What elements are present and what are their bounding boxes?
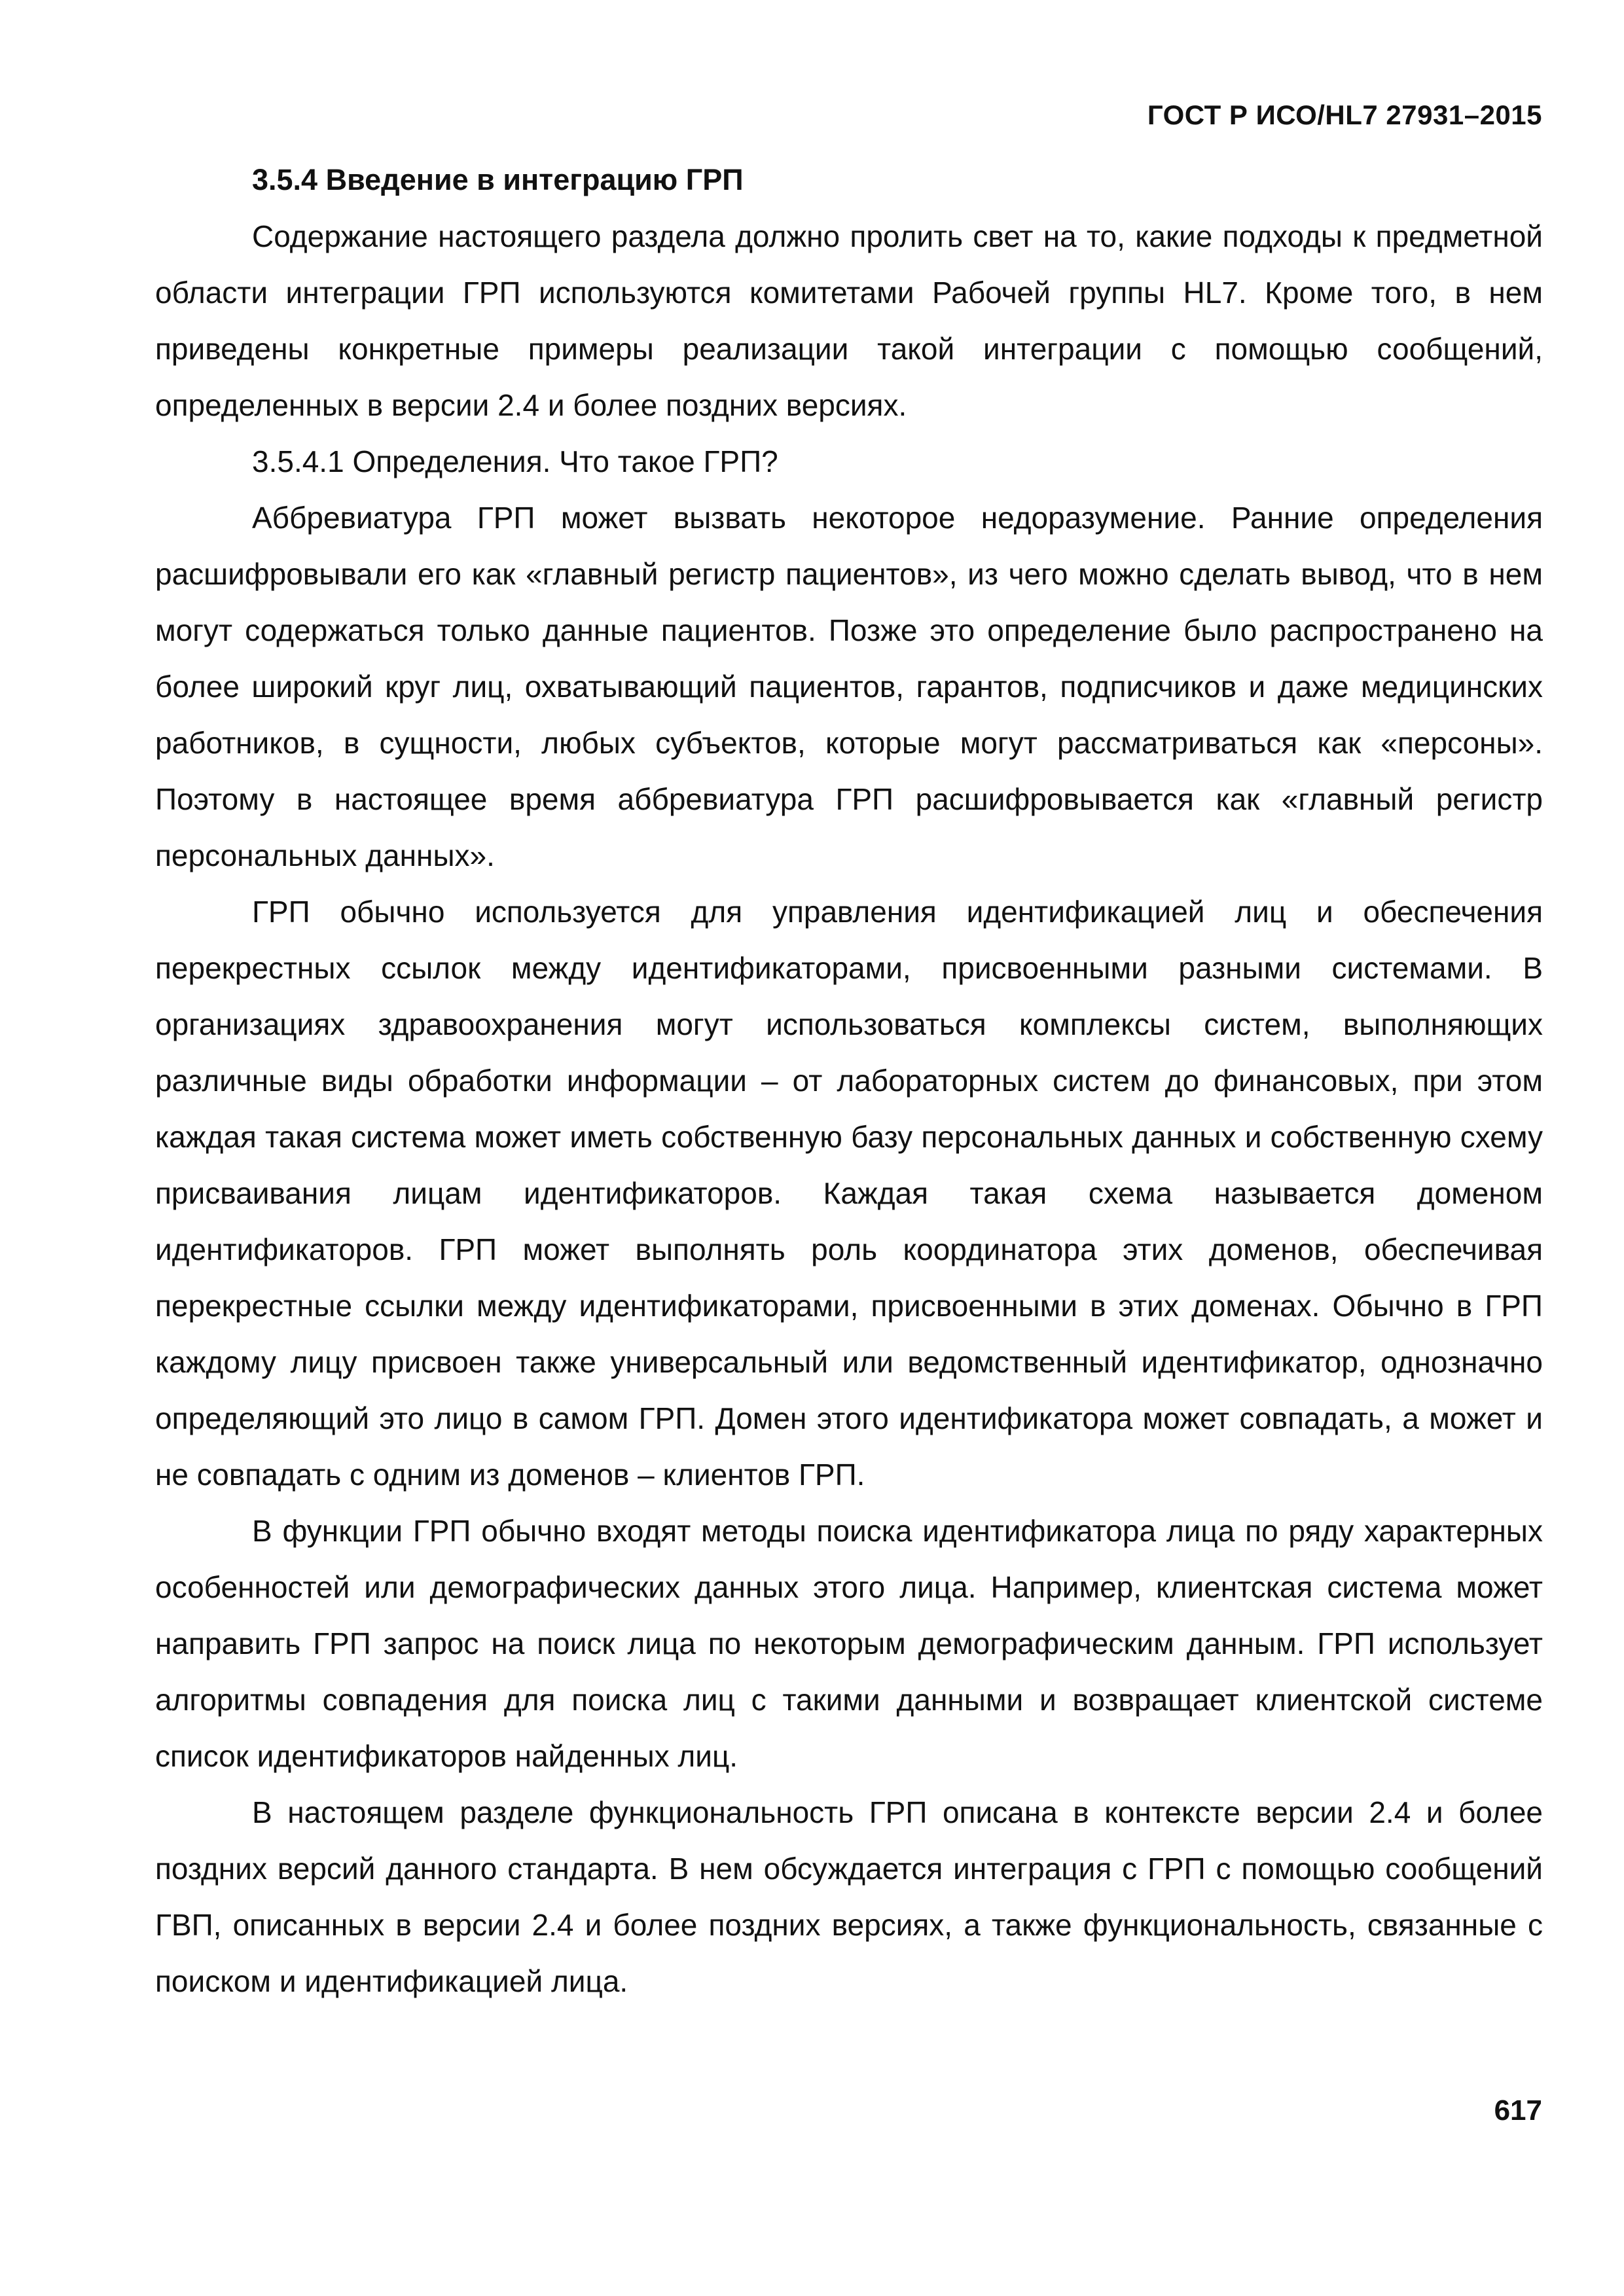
body-paragraph-2: ГРП обычно используется для управления идентификацией лиц и обеспечения перекрестных ссылок между идентификаторами, присвоенными разными системами. В организациях здравоохранения могут использоваться комплексы систем, выполняющих различные виды обработки информации – от лабораторных систем до финансовых, при этом каждая такая система может иметь собственную базу персональных данных и собственную схему присваивания лицам идентификаторов. Каждая такая схема называется доменом идентификаторов. ГРП может выполнять роль координатора этих доменов, обеспечивая перекрестные ссылки между идентификаторами, присвоенными в этих доменах. Обычно в ГРП каждому лицу присвоен также универсальный или ведомственный идентификатор, однозначно определяющий это лицо в самом ГРП. Домен этого идентификатора может совпадать, а может и не совпадать с одним из доменов – клиентов ГРП. [155, 895, 1543, 1492]
subsection-title: 3.5.4.1 Определения. Что такое ГРП? [252, 444, 778, 478]
body-paragraph-4: В настоящем разделе функциональность ГРП описана в контексте версии 2.4 и более поздних версий данного стандарта. В нем обсуждается интеграция с ГРП с помощью сообщений ГВП, описанных в версии 2.4 и более поздних версиях, а также функциональность, связанные с поиском и идентификацией лица. [155, 1795, 1543, 1998]
page-number: 617 [1494, 2094, 1542, 2126]
section-title: 3.5.4 Введение в интеграцию ГРП [252, 163, 744, 196]
page-content [155, 152, 1543, 2009]
body-paragraph-1: Аббревиатура ГРП может вызвать некоторое недоразумение. Ранние определения расшифровывали его как «главный регистр пациентов», из чего можно сделать вывод, что в нем могут содержаться только данные пациентов. Позже это определение было распространено на более широкий круг лиц, охватывающий пациентов, гарантов, подписчиков и даже медицинских работников, в сущности, любых субъектов, которые могут рассматриваться как «персоны». Поэтому в настоящее время аббревиатура ГРП расшифровывается как «главный регистр персональных данных». [155, 501, 1543, 872]
document-header-code: ГОСТ Р ИСО/HL7 27931–2015 [1147, 99, 1542, 130]
body-paragraph-3: В функции ГРП обычно входят методы поиска идентификатора лица по ряду характерных особенностей или демографических данных этого лица. Например, клиентская система может направить ГРП запрос на поиск лица по некоторым демографическим данным. ГРП использует алгоритмы совпадения для поиска лиц с такими данными и возвращает клиентской системе список идентификаторов найденных лиц. [155, 1514, 1543, 1773]
section-intro-paragraph: Содержание настоящего раздела должно пролить свет на то, какие подходы к предметной области интеграции ГРП используются комитетами Рабочей группы HL7. Кроме того, в нем приведены конкретные примеры реализации такой интеграции с помощью сообщений, определенных в версии 2.4 и более поздних версиях. [155, 219, 1543, 422]
